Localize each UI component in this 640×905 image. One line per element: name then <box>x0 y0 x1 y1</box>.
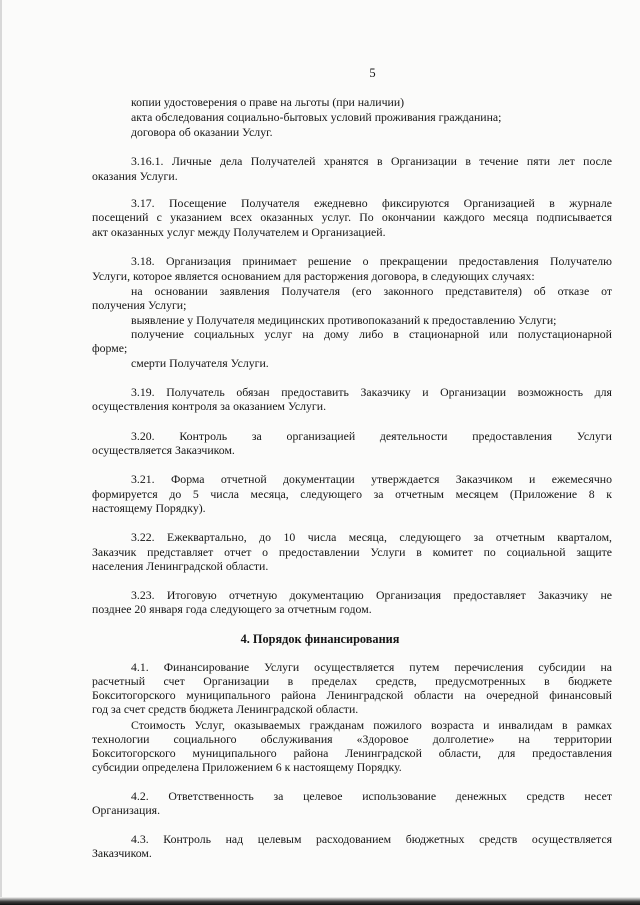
paragraph-4-1-line: Бокситогорского муниципального района Ленинградской области на очередной финансовый <box>92 688 612 702</box>
paragraph-3-20-line: осуществляется Заказчиком. <box>92 443 235 457</box>
paragraph-3-19-line: 3.19. Получатель обязан предоставить Заказчику и Организации возможность для <box>131 385 612 399</box>
paragraph-3-17-line: посещений с указанием всех оказанных услуг. По окончании каждого месяца подписывается <box>92 210 612 224</box>
paragraph-3-18-line: 3.18. Организация принимает решение о прекращении предоставления Получателю <box>131 254 612 268</box>
paragraph-3-21-line: формируется до 5 числа месяца, следующего за отчетным месяцем (Приложение 8 к <box>92 487 612 501</box>
paragraph-cost-line: Стоимость Услуг, оказываемых гражданам пожилого возраста и инвалидам в рамках <box>131 718 612 732</box>
page-number: 5 <box>369 66 376 80</box>
section-heading: 4. Порядок финансирования <box>240 632 400 646</box>
paragraph-3-17-line: 3.17. Посещение Получателя ежедневно фиксируются Организацией в журнале <box>131 196 612 210</box>
list-item: договора об оказании Услуг. <box>131 125 273 139</box>
paragraph-3-23-line: 3.23. Итоговую отчетную документацию Организация предоставляет Заказчику не <box>131 588 612 602</box>
paragraph-3-18-line: получения Услуги; <box>92 298 187 312</box>
paragraph-cost-line: Бокситогорского муниципального района Ленинградской области, для предоставления <box>92 746 612 760</box>
paragraph-4-1-line: год за счет средств бюджета Ленинградской области. <box>92 702 359 716</box>
paragraph-3-18-line: Услуги, которое является основанием для расторжения договора, в следующих случаях: <box>92 269 535 283</box>
paragraph-3-16-1-line: оказания Услуги. <box>92 169 178 183</box>
paragraph-3-18-line: получение социальных услуг на дому либо в стационарной или полустационарной <box>131 327 612 341</box>
scan-edge-bottom <box>0 897 640 905</box>
paragraph-3-21-line: 3.21. Форма отчетной документации утверждается Заказчиком и ежемесячно <box>131 472 612 486</box>
paragraph-3-16-1-line: 3.16.1. Личные дела Получателей хранятся в Организации в течение пяти лет после <box>131 154 612 168</box>
paragraph-4-3-line: 4.3. Контроль над целевым расходованием бюджетных средств осуществляется <box>131 832 612 846</box>
list-item: копии удостоверения о праве на льготы (при наличии) <box>131 95 405 109</box>
paragraph-3-19-line: осуществления контроля за оказанием Услуги. <box>92 399 327 413</box>
list-item: акта обследования социально-бытовых условий проживания гражданина; <box>131 110 502 124</box>
scan-edge-left <box>0 0 2 905</box>
paragraph-4-2-line: Организация. <box>92 803 161 817</box>
paragraph-3-20-line: 3.20. Контроль за организацией деятельности предоставления Услуги <box>131 429 612 443</box>
paragraph-3-22-line: Заказчик представляет отчет о предоставлении Услуги в комитет по социальной защите <box>92 545 612 559</box>
paragraph-4-2-line: 4.2. Ответственность за целевое использование денежных средств несет <box>131 789 612 803</box>
paragraph-3-18-line: смерти Получателя Услуги. <box>131 356 269 370</box>
paragraph-3-17-line: акт оказанных услуг между Получателем и Организацией. <box>92 225 386 239</box>
paragraph-3-23-line: позднее 20 января года следующего за отчетным годом. <box>92 602 372 616</box>
paragraph-3-22-line: населения Ленинградской области. <box>92 559 269 573</box>
paragraph-3-21-line: настоящему Порядку). <box>92 501 206 515</box>
paragraph-4-1-line: расчетный счет Организации в пределах средств, предусмотренных в бюджете <box>92 674 612 688</box>
paragraph-3-22-line: 3.22. Ежеквартально, до 10 числа месяца, следующего за отчетным кварталом, <box>131 530 612 544</box>
paragraph-cost-line: технологии социального обслуживания «Здоровое долголетие» на территории <box>92 732 612 746</box>
paragraph-4-3-line: Заказчиком. <box>92 846 152 860</box>
paragraph-3-18-line: на основании заявления Получателя (его законного представителя) об отказе от <box>131 284 612 298</box>
paragraph-4-1-line: 4.1. Финансирование Услуги осуществляется путем перечисления субсидии на <box>131 660 612 674</box>
paragraph-3-18-line: форме; <box>92 341 128 355</box>
paragraph-cost-line: субсидии определена Приложением 6 к настоящему Порядку. <box>92 760 402 774</box>
paragraph-3-18-line: выявление у Получателя медицинских противопоказаний к предоставлению Услуги; <box>131 313 557 327</box>
